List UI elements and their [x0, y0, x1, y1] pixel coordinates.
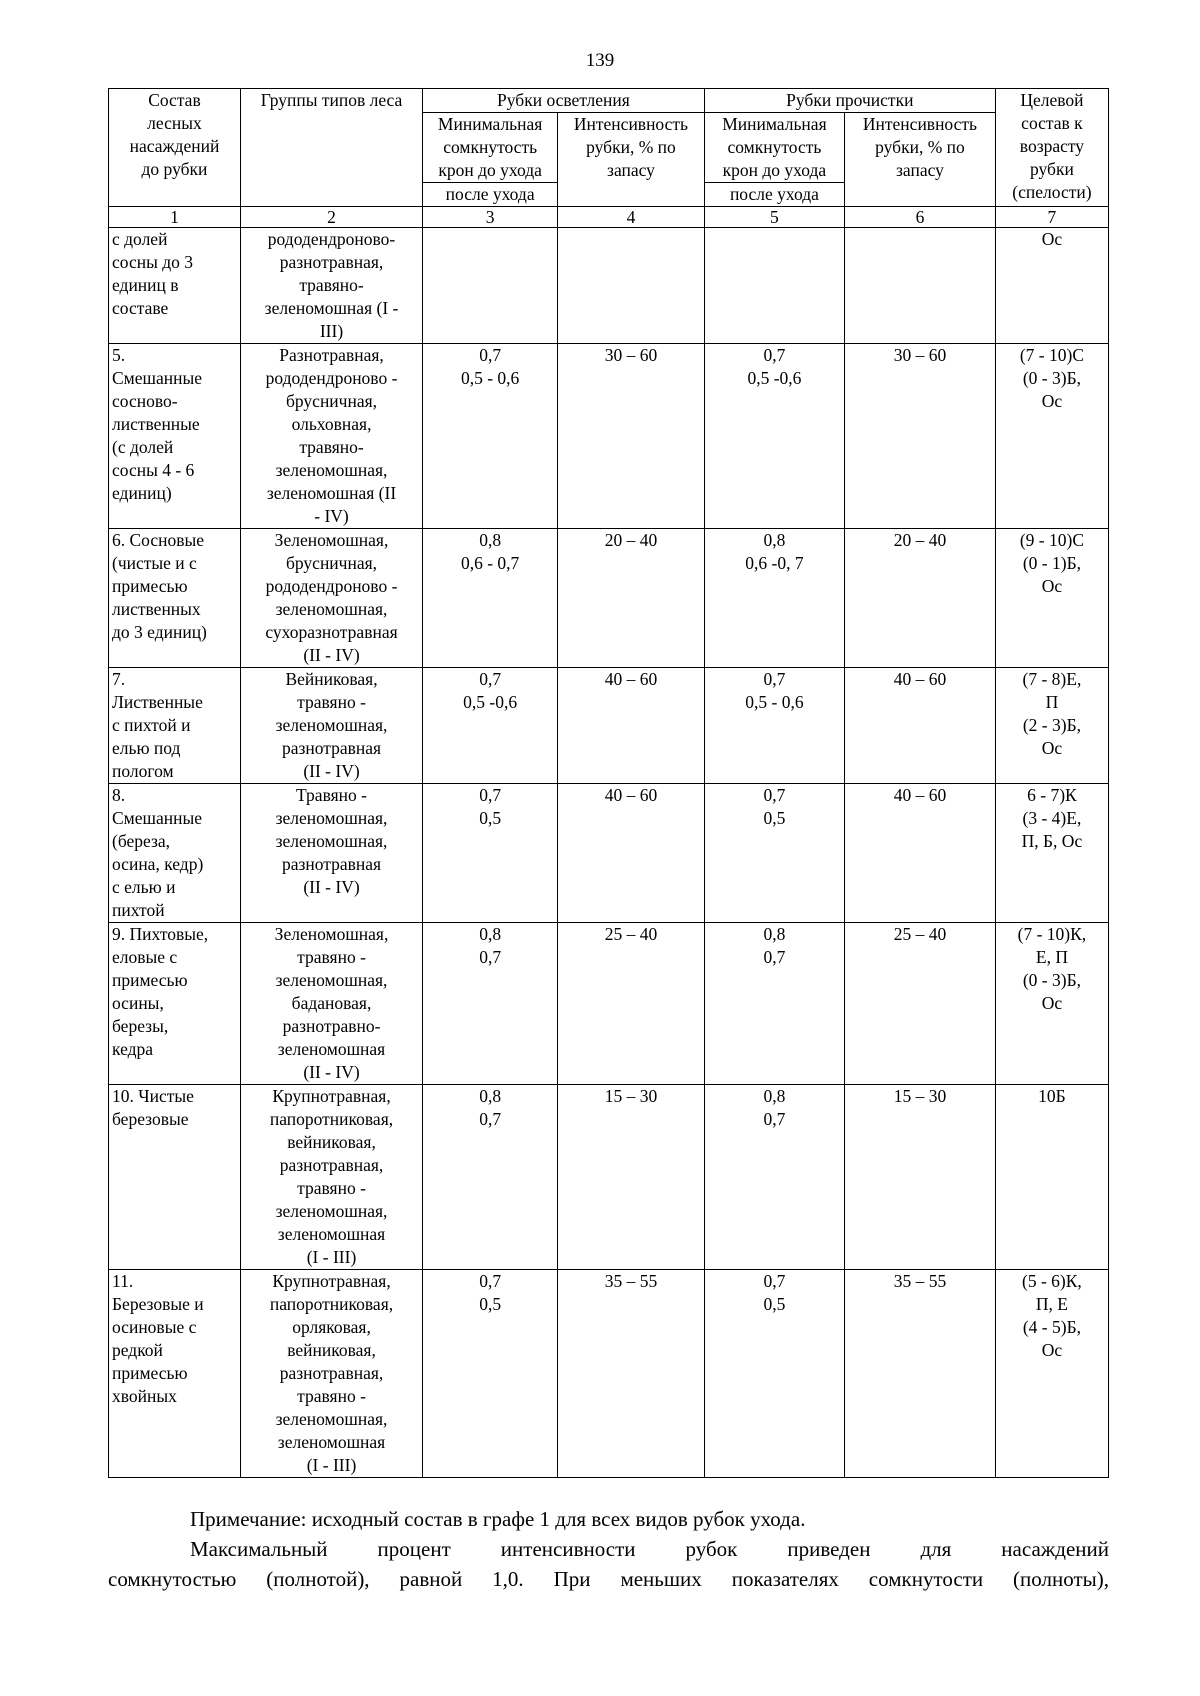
header-after-care-2: после ухода: [704, 183, 844, 207]
cell-composition: 9. Пихтовые, еловые с примесью осины, березы, кедра: [109, 923, 241, 1085]
cell-target-composition: (9 - 10)С (0 - 1)Б, Ос: [995, 529, 1108, 668]
cell-min-closure-lightening: 0,7 0,5 -0,6: [423, 668, 558, 784]
cell-intensity-lightening: 20 – 40: [558, 529, 705, 668]
column-number: 4: [558, 207, 705, 228]
table-row: [109, 529, 1109, 668]
note-line-1: Примечание: исходный состав в графе 1 для всех видов рубок ухода.: [190, 1507, 806, 1531]
cell-min-closure-cleaning: [704, 228, 844, 344]
table-row: [109, 1085, 1109, 1270]
cell-intensity-cleaning: 25 – 40: [845, 923, 996, 1085]
header-row-1: [109, 89, 1109, 113]
cell-min-closure-cleaning: 0,8 0,6 -0, 7: [704, 529, 844, 668]
table-row: [109, 668, 1109, 784]
cell-composition: 10. Чистые березовые: [109, 1085, 241, 1270]
cell-intensity-cleaning: 15 – 30: [845, 1085, 996, 1270]
cell-intensity-lightening: [558, 228, 705, 344]
header-intensity-2: Интенсивность рубки, % по запасу: [845, 113, 996, 207]
column-number-row: [109, 207, 1109, 228]
cell-forest-types: Зеленомошная, брусничная, рододендроново - зеленомошная, сухоразнотравная (II - IV): [240, 529, 422, 668]
cell-intensity-lightening: 25 – 40: [558, 923, 705, 1085]
column-number: 1: [109, 207, 241, 228]
header-forest-types: Группы типов леса: [240, 89, 422, 207]
cell-min-closure-cleaning: 0,7 0,5: [704, 784, 844, 923]
cell-forest-types: Вейниковая, травяно - зеленомошная, разнотравная (II - IV): [240, 668, 422, 784]
cell-min-closure-lightening: 0,8 0,7: [423, 923, 558, 1085]
cell-forest-types: рододендроново- разнотравная, травяно- зеленомошная (I - III): [240, 228, 422, 344]
cell-target-composition: (7 - 8)Е, П (2 - 3)Б, Ос: [995, 668, 1108, 784]
cell-forest-types: Разнотравная, рододендроново - брусничная, ольховная, травяно- зеленомошная, зеленомошная (II - IV): [240, 344, 422, 529]
cell-min-closure-cleaning: 0,7 0,5 - 0,6: [704, 668, 844, 784]
cell-min-closure-cleaning: 0,7 0,5 -0,6: [704, 344, 844, 529]
cell-min-closure-lightening: [423, 228, 558, 344]
cell-forest-types: Травяно - зеленомошная, зеленомошная, разнотравная (II - IV): [240, 784, 422, 923]
header-after-care-1: после ухода: [423, 183, 558, 207]
cell-forest-types: Зеленомошная, травяно - зеленомошная, бадановая, разнотравно- зеленомошная (II - IV): [240, 923, 422, 1085]
column-number: 5: [704, 207, 844, 228]
header-target-composition: Целевой состав к возрасту рубки (спелости): [995, 89, 1108, 207]
cell-intensity-lightening: 40 – 60: [558, 668, 705, 784]
cell-composition: с долей сосны до 3 единиц в составе: [109, 228, 241, 344]
cell-min-closure-cleaning: 0,8 0,7: [704, 923, 844, 1085]
column-number: 6: [845, 207, 996, 228]
table-row: [109, 344, 1109, 529]
cell-composition: 5. Смешанные сосново- лиственные (с долей сосны 4 - 6 единиц): [109, 344, 241, 529]
cell-forest-types: Крупнотравная, папоротниковая, орляковая, вейниковая, разнотравная, травяно - зеленомошная, зеленомошная (I - III): [240, 1270, 422, 1478]
column-number: 2: [240, 207, 422, 228]
header-group-cleaning: Рубки прочистки: [704, 89, 995, 113]
cell-target-composition: (5 - 6)К, П, Е (4 - 5)Б, Ос: [995, 1270, 1108, 1478]
cell-intensity-lightening: 40 – 60: [558, 784, 705, 923]
cell-target-composition: 6 - 7)К (3 - 4)Е, П, Б, Ос: [995, 784, 1108, 923]
cell-intensity-lightening: 35 – 55: [558, 1270, 705, 1478]
column-number: 3: [423, 207, 558, 228]
cell-target-composition: (7 - 10)С (0 - 3)Б, Ос: [995, 344, 1108, 529]
cell-min-closure-lightening: 0,7 0,5: [423, 784, 558, 923]
cell-min-closure-lightening: 0,7 0,5 - 0,6: [423, 344, 558, 529]
note-line-3: сомкнутостью (полнотой), равной 1,0. При меньших показателях сомкнутости (полноты),: [108, 1567, 1109, 1591]
header-intensity-1: Интенсивность рубки, % по запасу: [558, 113, 705, 207]
cell-forest-types: Крупнотравная, папоротниковая, вейниковая, разнотравная, травяно - зеленомошная, зеленомошная (I - III): [240, 1085, 422, 1270]
cell-composition: 7. Лиственные с пихтой и елью под пологом: [109, 668, 241, 784]
forest-thinning-table: [108, 88, 1109, 1478]
header-composition: Состав лесных насаждений до рубки: [109, 89, 241, 207]
cell-intensity-cleaning: 40 – 60: [845, 784, 996, 923]
cell-intensity-cleaning: 30 – 60: [845, 344, 996, 529]
page-number: 139: [585, 50, 615, 71]
note-line-2: Максимальный процент интенсивности рубок приведен для насаждений: [190, 1537, 1109, 1561]
table-row: [109, 1270, 1109, 1478]
cell-target-composition: Ос: [995, 228, 1108, 344]
cell-intensity-cleaning: 20 – 40: [845, 529, 996, 668]
table-row: [109, 923, 1109, 1085]
cell-intensity-cleaning: [845, 228, 996, 344]
header-min-closure-2: Минимальная сомкнутость крон до ухода: [704, 113, 844, 183]
cell-target-composition: 10Б: [995, 1085, 1108, 1270]
table-row: [109, 228, 1109, 344]
cell-intensity-cleaning: 35 – 55: [845, 1270, 996, 1478]
table-row: [109, 784, 1109, 923]
cell-min-closure-cleaning: 0,8 0,7: [704, 1085, 844, 1270]
cell-min-closure-lightening: 0,8 0,6 - 0,7: [423, 529, 558, 668]
cell-min-closure-lightening: 0,8 0,7: [423, 1085, 558, 1270]
column-number: 7: [995, 207, 1108, 228]
cell-intensity-lightening: 15 – 30: [558, 1085, 705, 1270]
cell-intensity-cleaning: 40 – 60: [845, 668, 996, 784]
cell-composition: 11. Березовые и осиновые с редкой примесью хвойных: [109, 1270, 241, 1478]
header-min-closure-1: Минимальная сомкнутость крон до ухода: [423, 113, 558, 183]
cell-min-closure-lightening: 0,7 0,5: [423, 1270, 558, 1478]
header-group-lightening: Рубки осветления: [423, 89, 705, 113]
cell-composition: 6. Сосновые (чистые и с примесью лиственных до 3 единиц): [109, 529, 241, 668]
cell-target-composition: (7 - 10)К, Е, П (0 - 3)Б, Ос: [995, 923, 1108, 1085]
cell-intensity-lightening: 30 – 60: [558, 344, 705, 529]
cell-composition: 8. Смешанные (береза, осина, кедр) с елью и пихтой: [109, 784, 241, 923]
cell-min-closure-cleaning: 0,7 0,5: [704, 1270, 844, 1478]
